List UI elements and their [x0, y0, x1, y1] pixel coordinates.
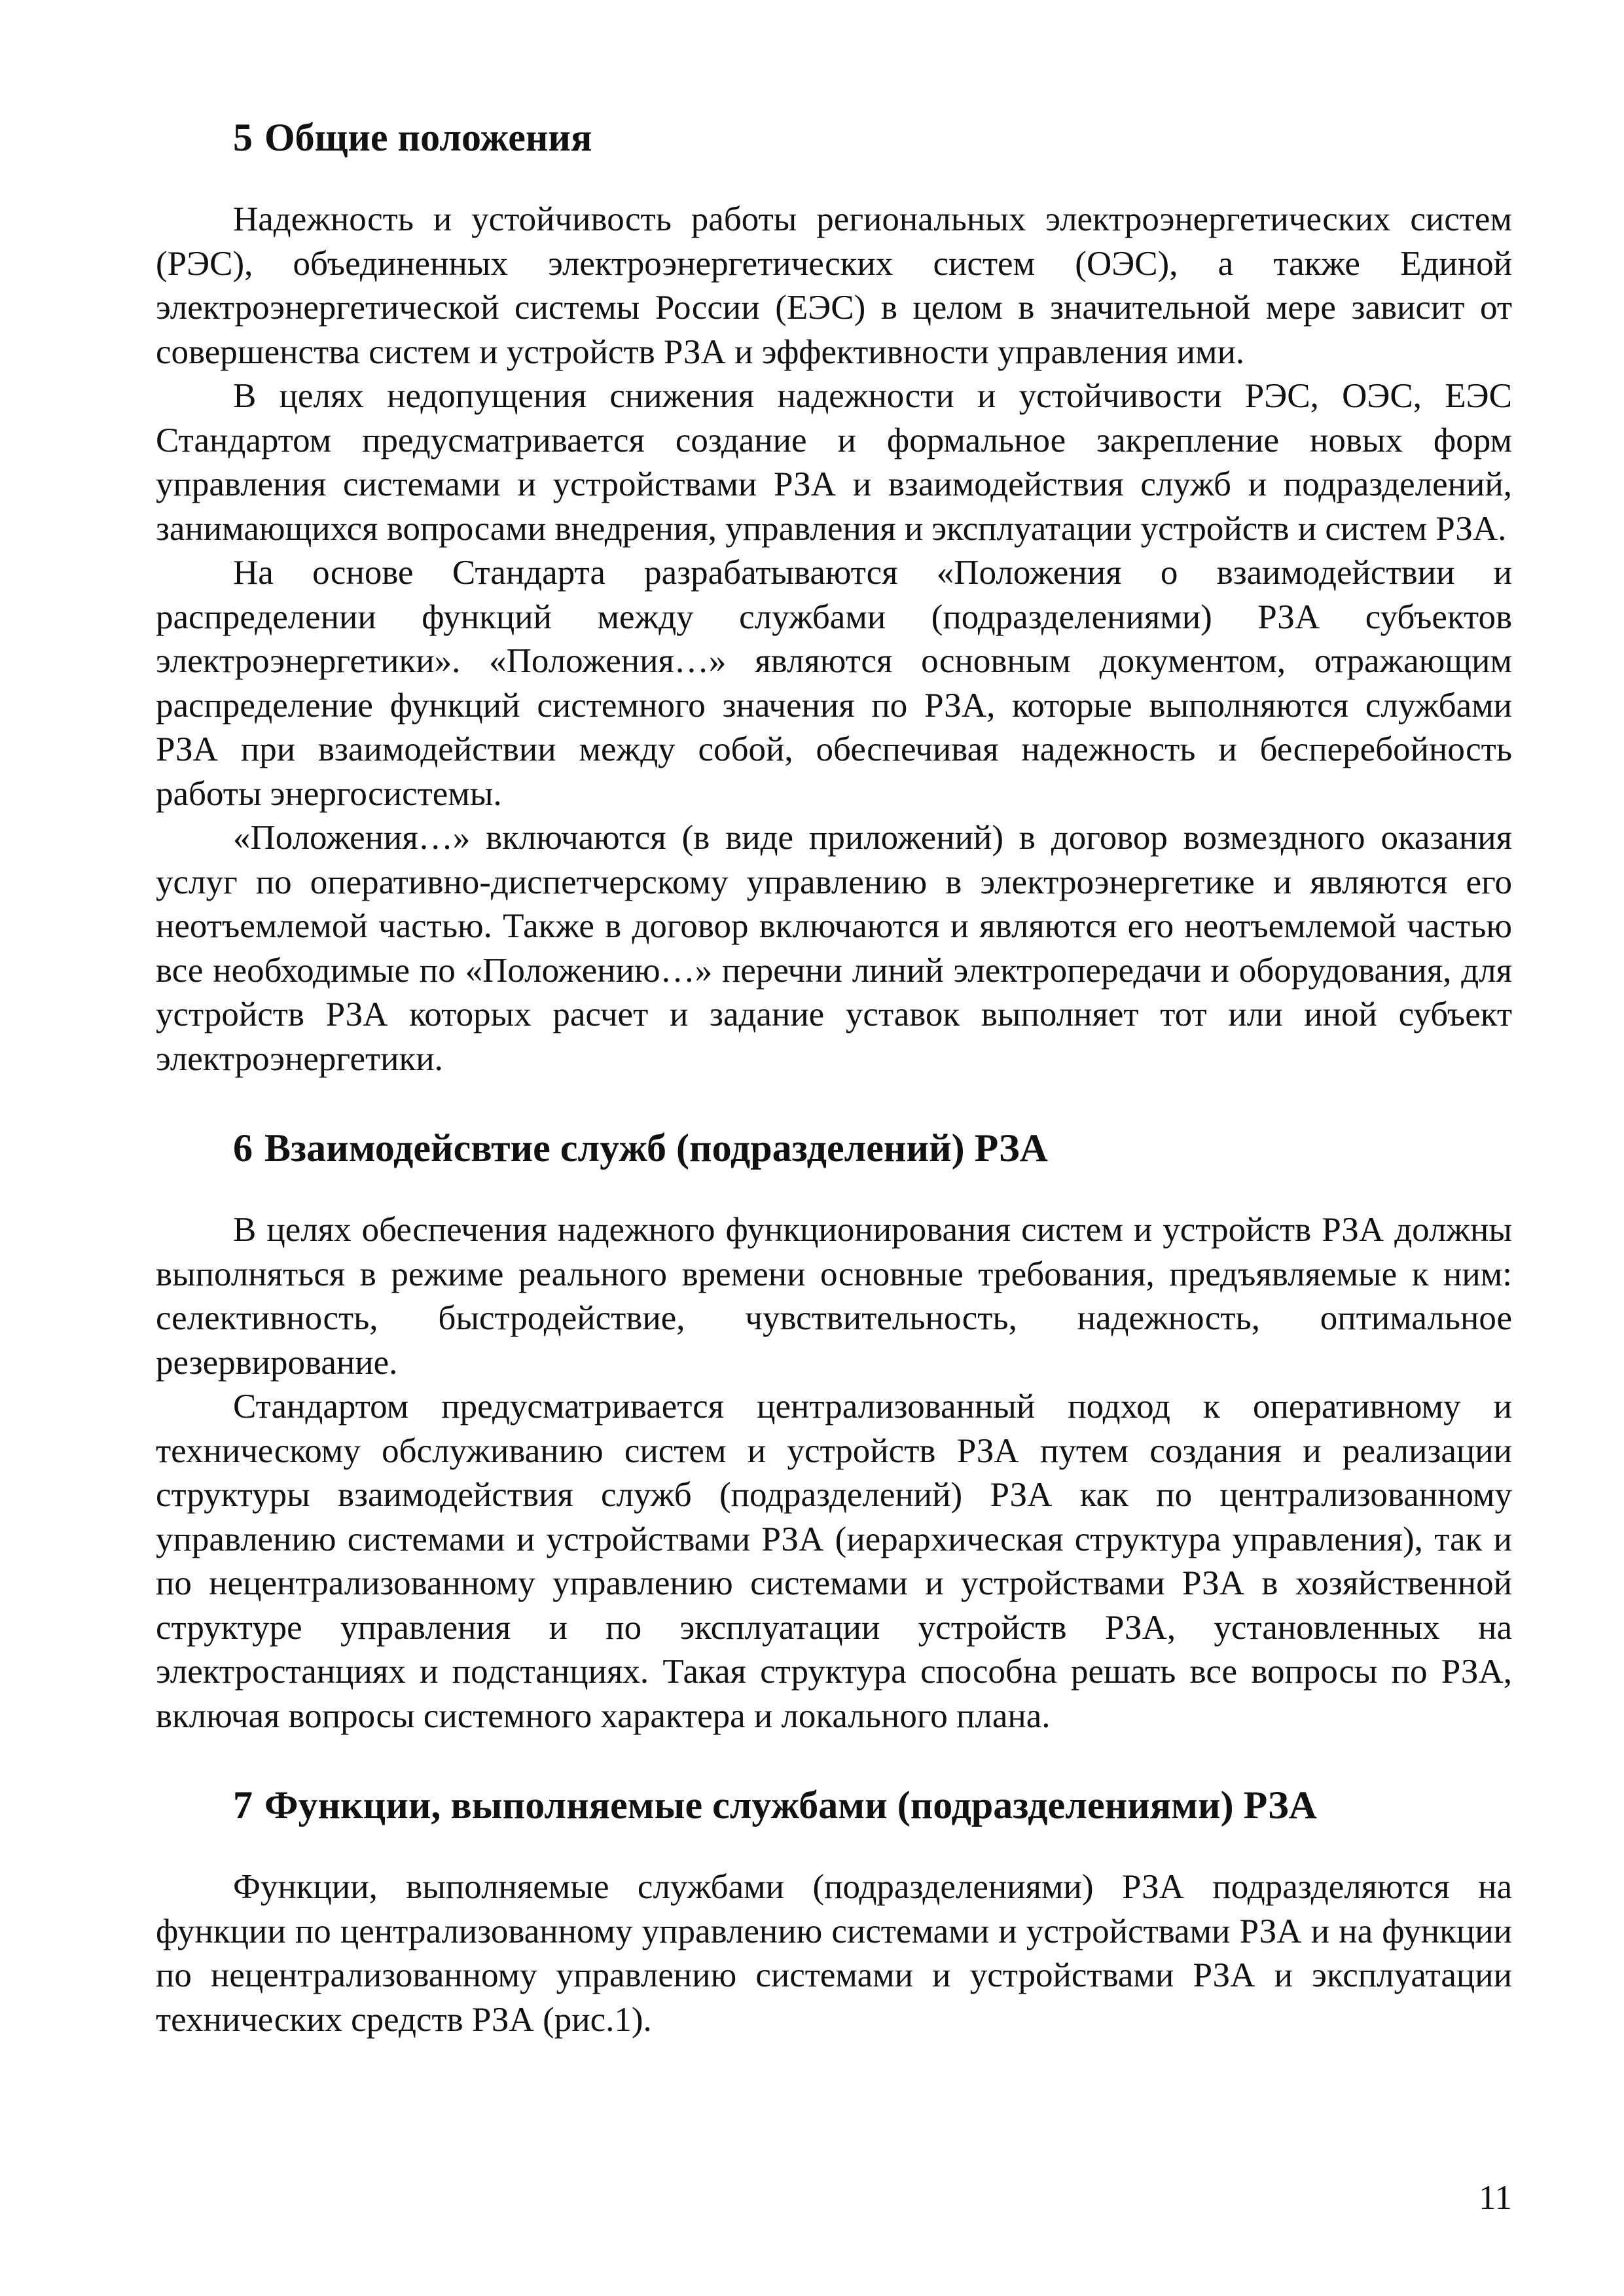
- paragraph: Функции, выполняемые службами (подразделениями) РЗА подразделяются на функции по централизованному управлению системами и устройствами РЗА и на функции по нецентрализованному управлению системами и устройствами РЗА и эксплуатации технических средств РЗА (рис.1).: [156, 1868, 1512, 2039]
- paragraph: Надежность и устойчивость работы региональных электроэнергетических систем (РЭС), объединенных электроэнергетических систем (ОЭС), а также Единой электроэнергетической системы России (ЕЭС) в целом в значительной мере зависит от совершенства систем и устройств РЗА и эффективности управления ими.: [156, 200, 1512, 371]
- paragraph: В целях обеспечения надежного функционирования систем и устройств РЗА должны выполняться в режиме реального времени основные требования, предъявляемые к ним: селективность, быстродействие, чувствительность, надежность, оптимальное резервирование.: [156, 1211, 1512, 1382]
- section-heading-6: [156, 1122, 1512, 1174]
- paragraph: «Положения…» включаются (в виде приложений) в договор возмездного оказания услуг по оперативно-диспетчерскому управлению в электроэнергетике и являются его неотъемлемой частью. Также в договор включаются и являются его неотъемлемой частью все необходимые по «Положению…» перечни линий электропередачи и оборудования, для устройств РЗА которых расчет и задание уставок выполняет тот или иной субъект электроэнергетики.: [156, 819, 1512, 1078]
- section-number: 5: [233, 116, 253, 159]
- section-heading-7: [156, 1779, 1512, 1831]
- page-number: 11: [1478, 2179, 1512, 2217]
- section-title: Взаимодейсвтие служб (подразделений) РЗА: [264, 1126, 1048, 1170]
- paragraph: На основе Стандарта разрабатываются «Положения о взаимодействии и распределении функций между службами (подразделениями) РЗА субъектов электроэнергетики». «Положения…» являются основным документом, отражающим распределение функций системного значения по РЗА, которые выполняются службами РЗА при взаимодействии между собой, обеспечивая надежность и бесперебойность работы энергосистемы.: [156, 554, 1512, 813]
- section-title: Функции, выполняемые службами (подразделениями) РЗА: [264, 1784, 1317, 1827]
- page-content: [156, 111, 1512, 2042]
- section-title: Общие положения: [264, 116, 592, 159]
- paragraph: Стандартом предусматривается централизованный подход к оперативному и техническому обслуживанию систем и устройств РЗА путем создания и реализации структуры взаимодействия служб (подразделений) РЗА как по централизованному управлению системами и устройствами РЗА (иерархическая структура управления), так и по нецентрализованному управлению системами и устройствами РЗА в хозяйственной структуре управления и по эксплуатации устройств РЗА, установленных на электростанциях и подстанциях. Такая структура способна решать все вопросы по РЗА, включая вопросы системного характера и локального плана.: [156, 1388, 1512, 1735]
- section-number: 6: [233, 1126, 253, 1170]
- paragraph: В целях недопущения снижения надежности и устойчивости РЭС, ОЭС, ЕЭС Стандартом предусматривается создание и формальное закрепление новых форм управления системами и устройствами РЗА и взаимодействия служб и подразделений, занимающихся вопросами внедрения, управления и эксплуатации устройств и систем РЗА.: [156, 377, 1512, 548]
- section-heading-5: [156, 111, 1512, 164]
- section-number: 7: [233, 1784, 253, 1827]
